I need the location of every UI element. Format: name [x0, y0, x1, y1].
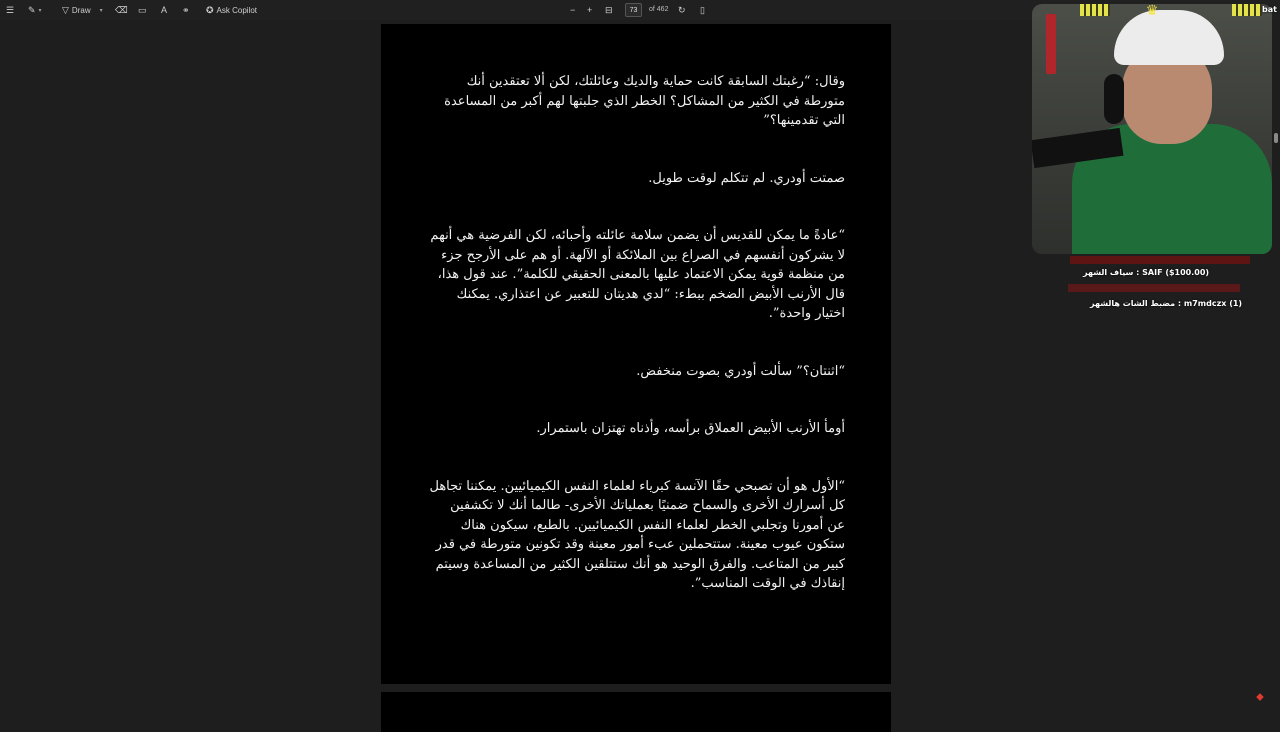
rotate-icon: ↻: [678, 5, 686, 15]
pdf-app-icon[interactable]: ⬥: [1256, 690, 1264, 703]
rotate-button[interactable]: [678, 3, 686, 17]
translate-icon: ⚭: [182, 5, 190, 15]
page-total: of 462: [649, 6, 669, 13]
highlight-icon: ✎: [28, 5, 36, 15]
text-box-button[interactable]: [138, 3, 147, 17]
text-box-icon: ▭: [138, 5, 147, 15]
pdf-next-page: [381, 692, 891, 732]
zoom-out-icon: −: [570, 5, 576, 15]
fit-page-icon: ⊟: [605, 5, 613, 15]
paragraph: أومأ الأرنب الأبيض العملاق برأسه، وأذناه تهتزان باستمرار.: [536, 421, 845, 436]
paragraph: “الأول هو أن تصبحي حقًا الآنسة كبرياء لعلماء النفس الكيميائيين. يمكننا تجاهل كل أسرارك الأخرى والسماح ضمنيًا بعملياتك الأخرى- طالما أنك لا تكشفين عن أمورنا وتجلبي الخطر لعلماء النفس الكيميائيين. بالطبع، سيكون هناك ستكون عيوب معينة. ستتحملين عبء أمور معينة وقد تكونين متورطة في قدر كبير من المتاعب. والفرق الوحيد هو أنك ستتلقين الكثير من المساعدة وسيتم إنقاذك في الوقت المناسب”.: [429, 478, 845, 591]
read-aloud-icon: A: [161, 5, 168, 15]
paragraph: وقال: “رغبتك السابقة كانت حماية والديك وعائلتك، لكن ألا تعتقدين أنك متورطة في الكثير من المشاكل؟ الخطر الذي جلبتها لهم أكبر من المساعدة التي تقدمينها؟”: [444, 74, 845, 128]
contents-button[interactable]: [6, 3, 14, 17]
paragraph: “اثنتان؟” سألت أودري بصوت منخفض.: [636, 363, 845, 379]
overlay-decoration: [1080, 4, 1110, 16]
paragraph: صمتت أودري. لم تتكلم لوقت طويل.: [648, 170, 845, 186]
overlay-top-chatter: m7mdczx (1) : مضبط الشات هالشهر: [1090, 299, 1243, 308]
zoom-in-icon: +: [587, 5, 593, 15]
chevron-down-icon: ▾: [99, 7, 103, 14]
webcam-lamp: [1046, 14, 1056, 74]
overlay-decoration: [1232, 4, 1262, 16]
webcam-person-cap: [1114, 10, 1224, 65]
translate-button[interactable]: [182, 3, 190, 17]
crown-icon: ♛: [1145, 4, 1159, 19]
ask-copilot-button[interactable]: [206, 3, 257, 17]
highlight-button[interactable]: [28, 3, 42, 17]
overlay-top-donor: SAIF ($100.00) : سياف الشهر: [1083, 268, 1210, 277]
headset-icon: [1104, 74, 1124, 124]
page-text: [429, 72, 845, 632]
overlay-red-banner: [1070, 256, 1250, 264]
paragraph: “عادةً ما يمكن للقديس أن يضمن سلامة عائلته وأحبائه، لكن الفرضية هي أنهم لا يشركون أنفسهم في الصراع بين الملائكة أو الآلهة. أو هم على الأرجح جزء من منظمة قوية يمكن الاعتماد عليها بالمعنى الحقيقي للكلمة”. عند قول هذا، قال الأرنب الأبيض الضخم ببطء: “لدي هديتان للتعبير عن اعتذاري. يمكنك اختيار واحدة”.: [430, 228, 845, 321]
page-view-button[interactable]: [700, 3, 705, 17]
page-number-input[interactable]: 73: [625, 3, 642, 17]
erase-button[interactable]: [115, 3, 128, 17]
read-aloud-button[interactable]: [161, 3, 167, 17]
list-icon: ☰: [6, 5, 15, 15]
fit-page-button[interactable]: [605, 3, 613, 17]
pdf-page: [381, 24, 891, 684]
eraser-icon: ⌫: [115, 5, 128, 15]
draw-button[interactable]: [62, 3, 103, 17]
zoom-in-button[interactable]: [587, 3, 592, 17]
copilot-icon: ✪: [206, 5, 214, 15]
ask-copilot-label: Ask Copilot: [216, 5, 258, 15]
overlay-corner-text: bat: [1262, 5, 1277, 14]
chevron-down-icon: ▾: [38, 7, 42, 14]
draw-label: Draw: [71, 5, 91, 15]
draw-icon: ▽: [62, 5, 69, 15]
zoom-out-button[interactable]: [570, 3, 575, 17]
overlay-red-banner: [1068, 284, 1240, 292]
scrollbar-thumb[interactable]: [1274, 133, 1278, 143]
page-view-icon: ▯: [700, 5, 705, 15]
webcam-overlay: [1032, 4, 1272, 254]
